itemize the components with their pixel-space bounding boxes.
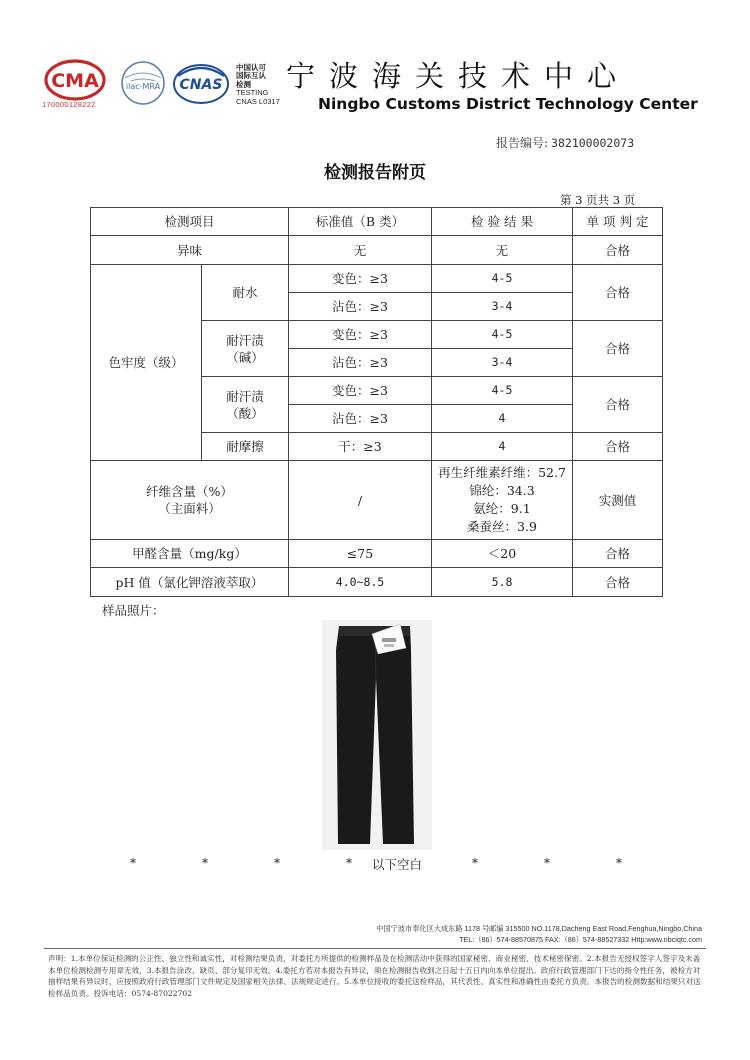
sweat-acid-std-1: 变色：≥3 <box>289 377 432 405</box>
water-result-2: 3-4 <box>432 293 573 321</box>
cnas-line: 检测 <box>236 79 251 89</box>
rubbing-verdict: 合格 <box>573 433 663 461</box>
cnas-logo-text: CNAS <box>179 77 223 93</box>
water-verdict: 合格 <box>573 265 663 321</box>
water-std-2: 沾色：≥3 <box>289 293 432 321</box>
rubbing-result: 4 <box>432 433 573 461</box>
footer-address <box>376 923 702 945</box>
ph-result: 5.8 <box>432 568 573 597</box>
cnas-line: TESTING <box>236 88 269 98</box>
org-name-cn: 宁波海关技术中心 <box>286 59 631 93</box>
report-number-label: 报告编号: <box>496 136 549 150</box>
end-star: * <box>616 856 622 870</box>
water-std-1: 变色：≥3 <box>289 265 432 293</box>
end-star: * <box>202 856 208 870</box>
fiber-item-name: 纤维含量（%） <box>146 484 233 499</box>
ph-verdict: 合格 <box>573 568 663 597</box>
document-title: 检测报告附页 <box>324 163 426 183</box>
water-item: 耐水 <box>202 265 289 321</box>
end-star: * <box>544 856 550 870</box>
footer-statement: 声明：1.本单位保证检测的公正性、独立性和诚实性，对检测结果负责，对委托方所提供的检测样品及在检测活动中获得的国家秘密、商业秘密、技术秘密保密。2.本报告无授权签字人签字及未盖本单位检测检测专用章无效，3.本报告涂改、缺页、部分复印无效。4.委托方若对本报告有异议，须在检测报告收到之日起十五日内向本单位提出。政府行政管理部门下达的指令性任务，被检方对抽样结果有异议时，应按照政府行政管理部门文件规定及国家相关法律、法规规定进行。5.本单位接收的委托送检样品，其代表性、真实性和准确性由委托方负责。本报告的检测数据和结果只对送检样品负责。投诉电话：0574-87022702 <box>48 954 701 998</box>
cnas-line: 中国认可 <box>236 63 266 72</box>
header-verdict: 单 项 判 定 <box>573 208 663 236</box>
sweat-acid-verdict: 合格 <box>573 377 663 433</box>
table-row-fiber <box>91 461 663 540</box>
header-item: 检测项目 <box>91 208 289 236</box>
sweat-acid-type: （酸） <box>226 405 264 421</box>
sweat-alkali-type: （碱） <box>226 349 264 365</box>
fiber-result-line: 再生纤维素纤维：52.7 <box>438 465 566 480</box>
cnas-accreditation-text <box>236 64 280 106</box>
cnas-line: CNAS L0317 <box>236 96 280 106</box>
report-number <box>496 134 634 151</box>
formaldehyde-result: ＜20 <box>432 540 573 568</box>
header-result: 检 验 结 果 <box>432 208 573 236</box>
sweat-acid-name: 耐汗渍 <box>226 388 264 404</box>
end-star: * <box>472 856 478 870</box>
end-star: * <box>346 856 352 870</box>
ph-item: pH 值（氯化钾溶液萃取） <box>91 568 289 597</box>
sweat-acid-std-2: 沾色：≥3 <box>289 405 432 433</box>
header-standard: 标准值（B 类） <box>289 208 432 236</box>
report-number-value: 382100002073 <box>551 136 635 150</box>
end-star: * <box>274 856 280 870</box>
fiber-result-line: 桑蚕丝：3.9 <box>467 519 537 534</box>
table-row-formaldehyde <box>91 540 663 568</box>
org-name-en: Ningbo Customs District Technology Center <box>318 95 698 113</box>
ilac-logo-text: ilac-MRA <box>125 82 161 91</box>
odor-result: 无 <box>432 236 573 265</box>
end-star: * <box>130 856 136 870</box>
formaldehyde-item: 甲醛含量（mg/kg） <box>91 540 289 568</box>
odor-verdict: 合格 <box>573 236 663 265</box>
cnas-logo <box>172 62 230 106</box>
fiber-result-line: 氨纶：9.1 <box>473 501 531 516</box>
sweat-alkali-item <box>202 321 289 377</box>
odor-standard: 无 <box>289 236 432 265</box>
page-indicator: 第 3 页共 3 页 <box>560 193 636 207</box>
odor-item: 异味 <box>91 236 289 265</box>
formaldehyde-verdict: 合格 <box>573 540 663 568</box>
sweat-alkali-result-2: 3-4 <box>432 349 573 377</box>
fiber-verdict: 实测值 <box>573 461 663 540</box>
cma-logo <box>44 58 106 102</box>
footer-address-line: 中国宁波市奉化区大成东路 1178 号邮编 315500 NO.1178,Dacheng East Road,Fenghua,Ningbo,China <box>376 924 702 933</box>
cma-logo-text: CMA <box>51 70 99 92</box>
table-row-odor <box>91 236 663 265</box>
table-row-water-1 <box>91 265 663 293</box>
formaldehyde-standard: ≤75 <box>289 540 432 568</box>
results-table <box>90 207 663 597</box>
sweat-acid-result-1: 4-5 <box>432 377 573 405</box>
fiber-item-sub: （主面料） <box>158 501 221 516</box>
colorfastness-label: 色牢度（级） <box>91 265 202 461</box>
sweat-alkali-std-2: 沾色：≥3 <box>289 349 432 377</box>
sample-photo-label: 样品照片： <box>102 603 165 618</box>
sample-photo <box>322 620 432 850</box>
footer-contact-line: TEL:（86）574-88570875 FAX:（86）574-88527332 Http:www.nbciqtc.com <box>459 935 702 944</box>
sweat-alkali-std-1: 变色：≥3 <box>289 321 432 349</box>
fiber-result-line: 锦纶：34.3 <box>469 483 535 498</box>
fiber-standard: / <box>289 461 432 540</box>
water-result-1: 4-5 <box>432 265 573 293</box>
fiber-item <box>91 461 289 540</box>
table-row-ph <box>91 568 663 597</box>
sweat-alkali-result-1: 4-5 <box>432 321 573 349</box>
fiber-results <box>432 461 573 540</box>
rubbing-item: 耐摩擦 <box>202 433 289 461</box>
sweat-alkali-verdict: 合格 <box>573 321 663 377</box>
table-header-row <box>91 208 663 236</box>
end-of-content-text: 以下空白 <box>372 857 423 872</box>
ph-standard: 4.0~8.5 <box>289 568 432 597</box>
cnas-line: 国际互认 <box>236 71 266 81</box>
sweat-acid-result-2: 4 <box>432 405 573 433</box>
sweat-alkali-name: 耐汗渍 <box>226 332 264 348</box>
sweat-acid-item <box>202 377 289 433</box>
footer-divider <box>44 948 706 949</box>
rubbing-std: 干：≥3 <box>289 433 432 461</box>
ilac-mra-logo <box>120 60 166 106</box>
cma-number: 170000128222 <box>42 100 96 109</box>
